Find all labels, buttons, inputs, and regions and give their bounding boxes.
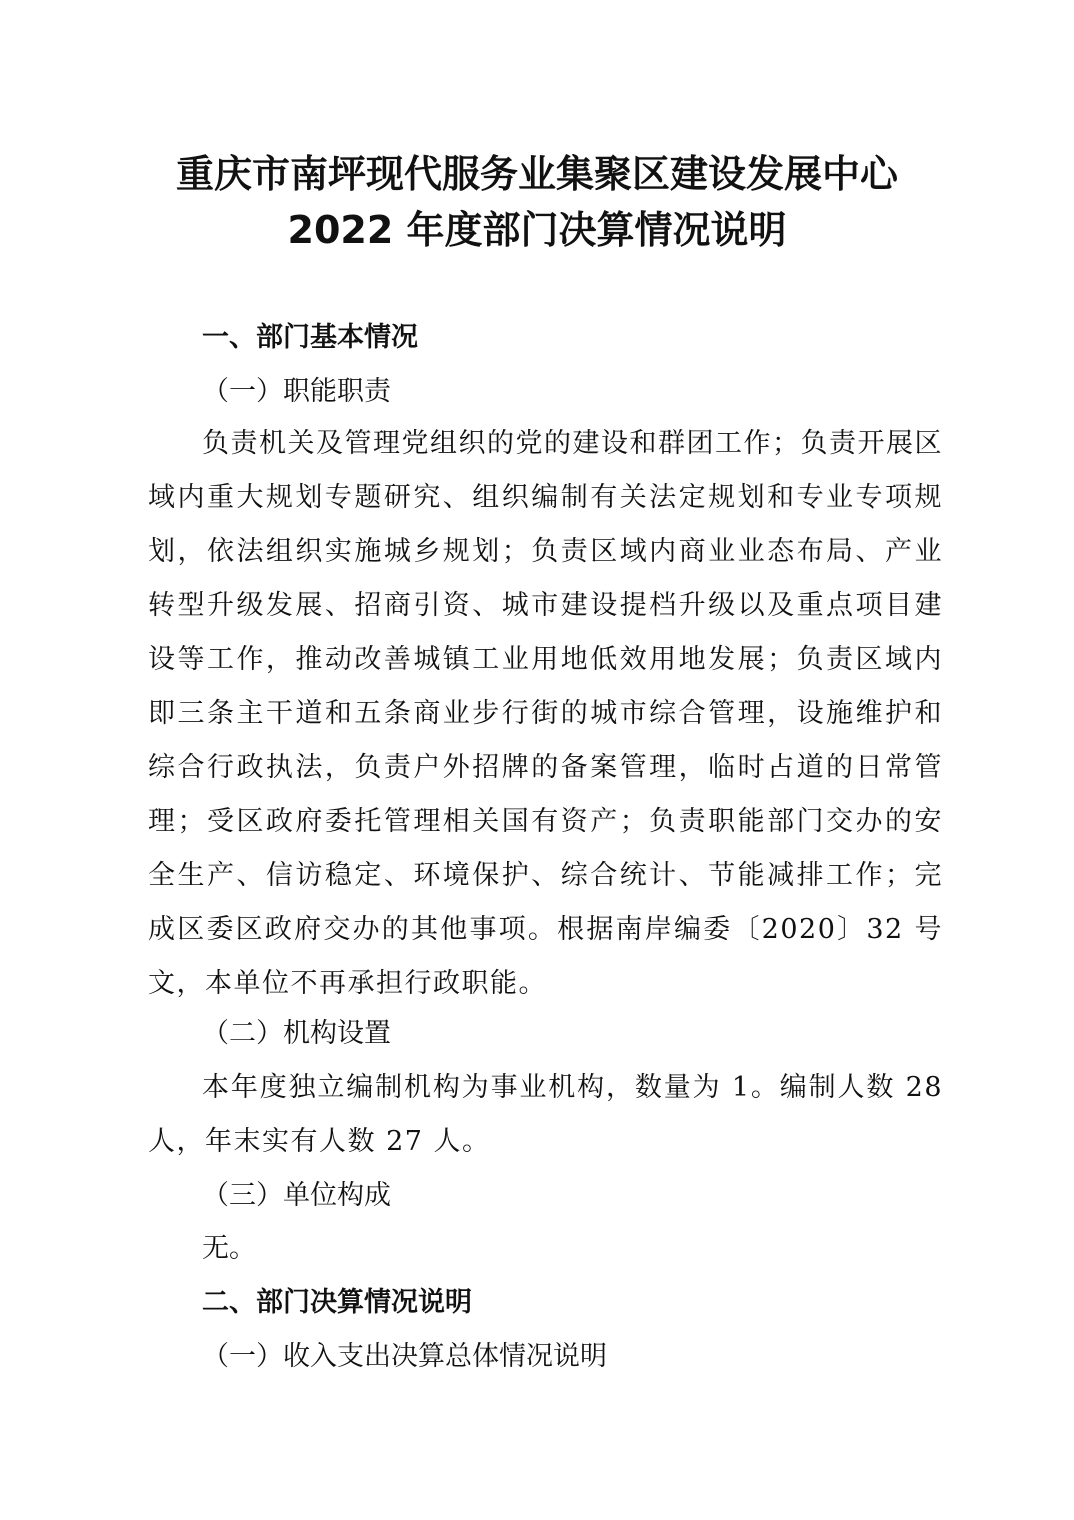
sub1-heading: （一）职能职责: [202, 376, 391, 407]
section1-heading: 一、部门基本情况: [202, 322, 418, 353]
sub2-heading: （二）机构设置: [202, 1018, 391, 1049]
section2-heading: 二、部门决算情况说明: [202, 1287, 472, 1318]
document-title-line1: 重庆市南坪现代服务业集聚区建设发展中心: [175, 152, 898, 196]
sec2-sub1-heading: （一）收入支出决算总体情况说明: [202, 1341, 607, 1372]
sub1-body: 负责机关及管理党组织的党的建设和群团工作；负责开展区域内重大规划专题研究、组织编制有关法定规划和专业专项规划，依法组织实施城乡规划；负责区域内商业业态布局、产业转型升级发展、招商引资、城市建设提档升级以及重点项目建设等工作，推动改善城镇工业用地低效用地发展；负责区域内即三条主干道和五条商业步行街的城市综合管理，设施维护和综合行政执法，负责户外招牌的备案管理，临时占道的日常管理；受区政府委托管理相关国有资产；负责职能部门交办的安全生产、信访稳定、环境保护、综合统计、节能减排工作；完成区委区政府交办的其他事项。根据南岸编委〔2020〕32 号文，本单位不再承担行政职能。: [148, 428, 943, 999]
document-title-line2: 2022 年度部门决算情况说明: [287, 208, 787, 252]
sub3-heading: （三）单位构成: [202, 1180, 391, 1211]
sub2-body: 本年度独立编制机构为事业机构，数量为 1。编制人数 28 人，年末实有人数 27 人。: [148, 1072, 943, 1157]
sub3-body: 无。: [202, 1233, 256, 1264]
